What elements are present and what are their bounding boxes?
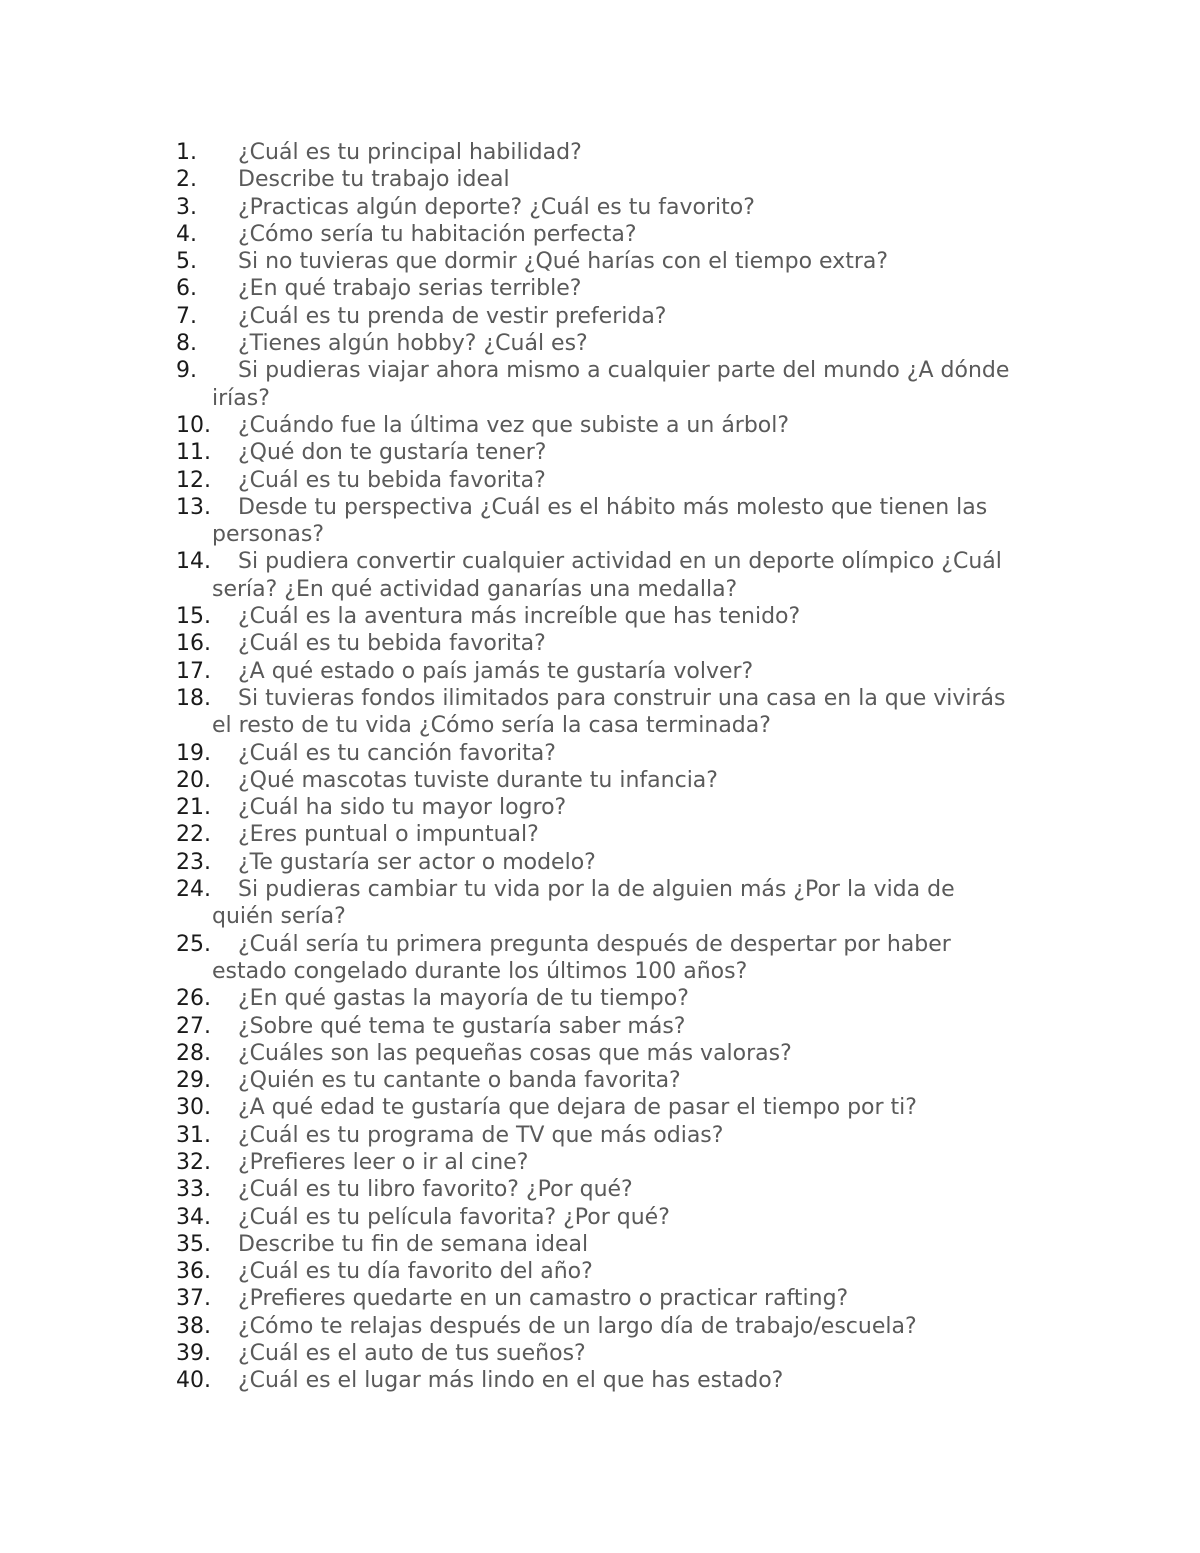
question-number: 40. <box>176 1368 211 1394</box>
question-number: 34. <box>176 1204 211 1230</box>
question-number: 15. <box>176 604 211 630</box>
list-item <box>176 303 1016 330</box>
list-item <box>176 821 1016 848</box>
question-text: ¿Prefieres quedarte en un camastro o practicar rafting? <box>238 1286 849 1312</box>
question-number: 31. <box>176 1122 211 1148</box>
list-item <box>176 330 1016 357</box>
question-text: ¿Cuál ha sido tu mayor logro? <box>238 795 567 821</box>
question-text: ¿Cuál sería tu primera pregunta después de despertar por haber estado congelado durante los últimos 100 años? <box>212 931 951 984</box>
list-item <box>176 1040 1016 1067</box>
question-text: ¿En qué gastas la mayoría de tu tiempo? <box>238 986 689 1012</box>
question-number: 29. <box>176 1068 211 1094</box>
list-item <box>176 603 1016 630</box>
question-number: 37. <box>176 1286 211 1312</box>
question-number: 32. <box>176 1149 211 1175</box>
question-text: ¿Cuáles son las pequeñas cosas que más valoras? <box>238 1040 792 1066</box>
question-number: 17. <box>176 658 211 684</box>
list-item <box>176 630 1016 657</box>
question-list <box>176 139 1016 1395</box>
list-item <box>176 685 1016 740</box>
list-item <box>176 1149 1016 1176</box>
question-text: ¿Cuál es tu canción favorita? <box>238 740 556 766</box>
list-item <box>176 139 1016 166</box>
question-text: ¿Qué don te gustaría tener? <box>238 440 547 466</box>
list-item <box>176 1122 1016 1149</box>
question-text: ¿Cuál es tu programa de TV que más odias? <box>238 1122 724 1148</box>
question-text: ¿Cuál es tu bebida favorita? <box>238 467 546 493</box>
question-number: 20. <box>176 767 211 793</box>
question-text: ¿Qué mascotas tuviste durante tu infancia? <box>238 767 718 793</box>
question-number: 2. <box>176 167 197 193</box>
question-text: ¿Eres puntual o impuntual? <box>238 822 539 848</box>
question-text: ¿Cuál es tu principal habilidad? <box>238 140 582 165</box>
question-text: Si no tuvieras que dormir ¿Qué harías con el tiempo extra? <box>238 249 889 275</box>
question-number: 18. <box>176 685 211 711</box>
list-item <box>176 467 1016 494</box>
question-text: ¿Cómo te relajas después de un largo día de trabajo/escuela? <box>238 1313 917 1339</box>
list-item <box>176 794 1016 821</box>
list-item <box>176 740 1016 767</box>
question-number: 39. <box>176 1341 211 1367</box>
list-item <box>176 221 1016 248</box>
list-item <box>176 1231 1016 1258</box>
question-number: 3. <box>176 194 197 220</box>
question-text: ¿Cuál es el lugar más lindo en el que has estado? <box>238 1368 784 1394</box>
question-number: 5. <box>176 249 197 275</box>
list-item <box>176 985 1016 1012</box>
question-number: 8. <box>176 331 197 357</box>
list-item <box>176 1313 1016 1340</box>
question-number: 35. <box>176 1231 211 1257</box>
question-text: ¿Cuál es tu bebida favorita? <box>238 631 546 657</box>
list-item <box>176 357 1016 412</box>
question-text: ¿Cuál es tu día favorito del año? <box>238 1259 593 1285</box>
list-item <box>176 1067 1016 1094</box>
list-item <box>176 1094 1016 1121</box>
question-text: ¿Tienes algún hobby? ¿Cuál es? <box>238 331 588 357</box>
question-number: 26. <box>176 986 211 1012</box>
question-text: Desde tu perspectiva ¿Cuál es el hábito más molesto que tienen las personas? <box>212 494 988 548</box>
list-item <box>176 1258 1016 1285</box>
question-number: 27. <box>176 1013 211 1039</box>
list-item <box>176 166 1016 193</box>
question-number: 25. <box>176 931 211 957</box>
question-number: 6. <box>176 276 197 302</box>
question-text: ¿Cuál es tu película favorita? ¿Por qué? <box>238 1204 670 1230</box>
question-text: ¿En qué trabajo serias terrible? <box>238 276 582 302</box>
question-text: Si tuvieras fondos ilimitados para construir una casa en la que vivirás el resto de tu vida ¿Cómo sería la casa terminada? <box>212 685 1006 739</box>
question-text: ¿Cuál es el auto de tus sueños? <box>238 1341 586 1367</box>
list-item <box>176 931 1016 986</box>
question-number: 38. <box>176 1313 211 1339</box>
question-number: 1. <box>176 140 197 165</box>
question-number: 28. <box>176 1040 211 1066</box>
question-number: 14. <box>176 549 211 575</box>
list-item <box>176 1367 1016 1394</box>
question-number: 21. <box>176 795 211 821</box>
list-item <box>176 876 1016 931</box>
list-item <box>176 275 1016 302</box>
list-item <box>176 1204 1016 1231</box>
question-text: ¿Quién es tu cantante o banda favorita? <box>238 1068 681 1094</box>
question-number: 36. <box>176 1259 211 1285</box>
question-text: ¿A qué edad te gustaría que dejara de pasar el tiempo por ti? <box>238 1095 917 1121</box>
question-number: 16. <box>176 631 211 657</box>
question-text: ¿Cómo sería tu habitación perfecta? <box>238 221 637 247</box>
question-number: 13. <box>176 494 211 520</box>
question-number: 11. <box>176 440 211 466</box>
list-item <box>176 439 1016 466</box>
list-item <box>176 194 1016 221</box>
question-text: Si pudiera convertir cualquier actividad en un deporte olímpico ¿Cuál sería? ¿En qué actividad ganarías una medalla? <box>212 549 1002 602</box>
list-item <box>176 548 1016 603</box>
question-number: 22. <box>176 822 211 848</box>
question-text: Si pudieras viajar ahora mismo a cualquier parte del mundo ¿A dónde irías? <box>212 358 1010 411</box>
question-text: Si pudieras cambiar tu vida por la de alguien más ¿Por la vida de quién sería? <box>212 877 955 930</box>
list-item <box>176 767 1016 794</box>
question-text: ¿Sobre qué tema te gustaría saber más? <box>238 1013 686 1039</box>
question-text: ¿Prefieres leer o ir al cine? <box>238 1149 529 1175</box>
list-item <box>176 248 1016 275</box>
question-text: Describe tu trabajo ideal <box>238 167 510 193</box>
question-number: 12. <box>176 467 211 493</box>
list-item <box>176 494 1016 549</box>
question-number: 19. <box>176 740 211 766</box>
question-text: ¿Cuál es tu libro favorito? ¿Por qué? <box>238 1177 633 1203</box>
question-text: ¿Cuál es la aventura más increíble que has tenido? <box>238 604 801 630</box>
question-text: ¿Cuál es tu prenda de vestir preferida? <box>238 303 667 329</box>
list-item <box>176 849 1016 876</box>
question-number: 30. <box>176 1095 211 1121</box>
question-number: 24. <box>176 877 211 903</box>
list-item <box>176 412 1016 439</box>
list-item <box>176 1340 1016 1367</box>
question-number: 4. <box>176 221 197 247</box>
question-text: ¿A qué estado o país jamás te gustaría volver? <box>238 658 754 684</box>
question-text: ¿Cuándo fue la última vez que subiste a un árbol? <box>238 412 790 438</box>
list-item <box>176 1285 1016 1312</box>
list-item <box>176 1176 1016 1203</box>
question-text: ¿Te gustaría ser actor o modelo? <box>238 849 596 875</box>
question-number: 9. <box>176 358 197 384</box>
question-number: 33. <box>176 1177 211 1203</box>
question-number: 10. <box>176 412 211 438</box>
question-number: 23. <box>176 849 211 875</box>
question-text: ¿Practicas algún deporte? ¿Cuál es tu favorito? <box>238 194 755 220</box>
list-item <box>176 1013 1016 1040</box>
list-item <box>176 658 1016 685</box>
question-text: Describe tu fin de semana ideal <box>238 1231 589 1257</box>
question-number: 7. <box>176 303 197 329</box>
